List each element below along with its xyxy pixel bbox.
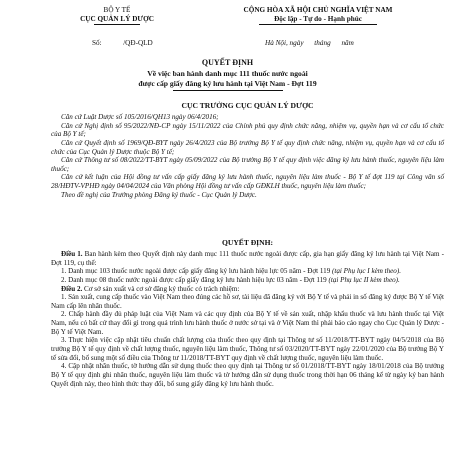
article-1 bbox=[51, 250, 444, 267]
agency-underline bbox=[94, 24, 140, 25]
basis-item: Căn cứ Thông tư số 08/2022/TT-BYT ngày 05/09/2022 của Bộ trưởng Bộ Y tế quy định việc đăng ký lưu hành thuốc, nguyên liệu làm thuốc; bbox=[51, 156, 444, 173]
document-header bbox=[0, 6, 453, 58]
article-1-item-1-note: (tại Phụ lục I kèm theo). bbox=[332, 267, 401, 276]
article-1-item-2 bbox=[51, 276, 444, 285]
basis-item: Theo đề nghị của Trưởng phòng Đăng ký thuốc - Cục Quản lý Dược. bbox=[61, 190, 257, 199]
national-motto: Độc lập - Tự do - Hạnh phúc bbox=[274, 15, 362, 23]
agency-name: CỤC QUẢN LÝ DƯỢC bbox=[80, 15, 154, 23]
article-2-item-3: 3. Thực hiện việc cập nhật tiêu chuẩn chất lượng của thuốc theo quy định tại Thông tư số 11/2018/TT-BYT ngày 04/5/2018 của Bộ trưởng Bộ Y tế quy định về chất lượng thuốc, nguyên liệu làm thuốc, Thông tư số 03/2020/TT-BYT ngày 22/01/2020 của Bộ trưởng Bộ Y tế sửa đổi, bổ sung một số điều của Thông tư 11/2018/TT-BYT quy định về chất lượng thuốc, nguyên liệu làm thuốc. bbox=[51, 336, 444, 362]
article-1-item-2-note: (tại Phụ lục II kèm theo). bbox=[328, 275, 400, 284]
number-value: /QĐ-QLD bbox=[123, 39, 153, 47]
article-2-text: Cơ sở sản xuất và cơ sở đăng ký thuốc có trách nhiệm: bbox=[82, 284, 240, 293]
article-2-item-2: 2. Chấp hành đầy đủ pháp luật của Việt Nam và các quy định của Bộ Y tế về sản xuất, nhập khẩu thuốc và lưu hành thuốc tại Việt Nam, nếu có bất cứ thay đổi gì trong quá trình lưu hành thuốc ở nước sở tại và ở Việt Nam thì phải báo cáo ngay cho Cục Quản lý Dược - Bộ Y tế Việt Nam. bbox=[51, 310, 444, 336]
decision-heading-wrap bbox=[51, 238, 444, 247]
document-title bbox=[40, 58, 415, 91]
nation-name: CỘNG HÒA XÃ HỘI CHỦ NGHĨA VIỆT NAM bbox=[243, 6, 393, 14]
legal-bases bbox=[51, 113, 444, 199]
article-1-item-1 bbox=[51, 267, 444, 276]
article-2-label: Điều 2. bbox=[61, 284, 83, 293]
motto-underline bbox=[259, 24, 377, 25]
article-1-text: Ban hành kèm theo Quyết định này danh mục 111 thuốc nước ngoài được cấp, gia hạn giấy đăng ký lưu hành tại Việt Nam - Đợt 119, cụ thể: bbox=[51, 250, 444, 267]
issuing-authority bbox=[62, 6, 172, 25]
ministry-name: BỘ Y TẾ bbox=[103, 6, 131, 14]
article-2-item-1: 1. Sản xuất, cung cấp thuốc vào Việt Nam theo đúng các hồ sơ, tài liệu đã đăng ký với Bộ Y tế và phải in số đăng ký được Bộ Y tế Việt Nam cấp lên nhãn thuốc. bbox=[51, 293, 444, 310]
document-number bbox=[92, 39, 153, 48]
basis-item: Căn cứ kết luận của Hội đồng tư vấn cấp giấy đăng ký lưu hành thuốc, nguyên liệu làm thuốc - Bộ Y tế đợt 119 tại Công văn số 28/HĐTV-VPHĐ ngày 04/04/2024 của Văn phòng Hội đồng tư vấn cấp GĐKLH thuốc, nguyên liệu làm thuốc; bbox=[51, 173, 444, 191]
authority-line bbox=[51, 101, 444, 110]
document-type: QUYẾT ĐỊNH bbox=[201, 58, 254, 67]
subject-line-1: Về việc ban hành danh mục 111 thuốc nước ngoài bbox=[147, 68, 308, 78]
article-1-label: Điều 1. bbox=[61, 250, 83, 258]
basis-item: Căn cứ Quyết định số 1969/QĐ-BYT ngày 26/4/2023 của Bộ trưởng Bộ Y tế quy định chức năng, nhiệm vụ, quyền hạn và cơ cấu tổ chức của Cục Quản lý Dược thuộc Bộ Y tế; bbox=[51, 138, 444, 156]
number-label: Số: bbox=[92, 39, 102, 47]
articles bbox=[51, 250, 444, 388]
basis-item: Căn cứ Luật Dược số 105/2016/QH13 ngày 06/4/2016; bbox=[61, 113, 219, 121]
article-2 bbox=[51, 285, 444, 294]
authority-title: CỤC TRƯỞNG CỤC QUẢN LÝ DƯỢC bbox=[181, 101, 314, 110]
basis-item: Căn cứ Nghị định số 95/2022/NĐ-CP ngày 15/11/2022 của Chính phủ quy định chức năng, nhiệm vụ, quyền hạn và cơ cấu tổ chức của Bộ Y tế; bbox=[51, 121, 444, 139]
article-1-item-1-text: 1. Danh mục 103 thuốc nước ngoài được cấp giấy đăng ký lưu hành hiệu lực 05 năm - Đợt 119 bbox=[61, 267, 333, 276]
subject-underline bbox=[173, 90, 283, 91]
article-1-item-2-text: 2. Danh mục 08 thuốc nước ngoài được cấp giấy đăng ký lưu hành hiệu lực 03 năm - Đợt 119 bbox=[61, 275, 329, 284]
subject-line-2: được cấp giấy đăng ký lưu hành tại Việt Nam - Đợt 119 bbox=[138, 79, 317, 88]
article-2-item-4: 4. Cập nhật nhãn thuốc, tờ hướng dẫn sử dụng thuốc theo quy định tại Thông tư số 01/2018/TT-BYT ngày 18/01/2018 của Bộ trưởng Bộ Y tế quy định ghi nhãn thuốc, nguyên liệu làm thuốc và tờ hướng dẫn sử dụng thuốc trong thời hạn 06 tháng kể từ ngày ký ban hành Quyết định này, theo hình thức thay đổi, bổ sung giấy đăng ký lưu hành thuốc. bbox=[51, 362, 444, 388]
national-title bbox=[188, 6, 448, 25]
decision-heading: QUYẾT ĐỊNH: bbox=[221, 238, 274, 247]
place-date: Hà Nội, ngày tháng năm bbox=[265, 39, 354, 47]
